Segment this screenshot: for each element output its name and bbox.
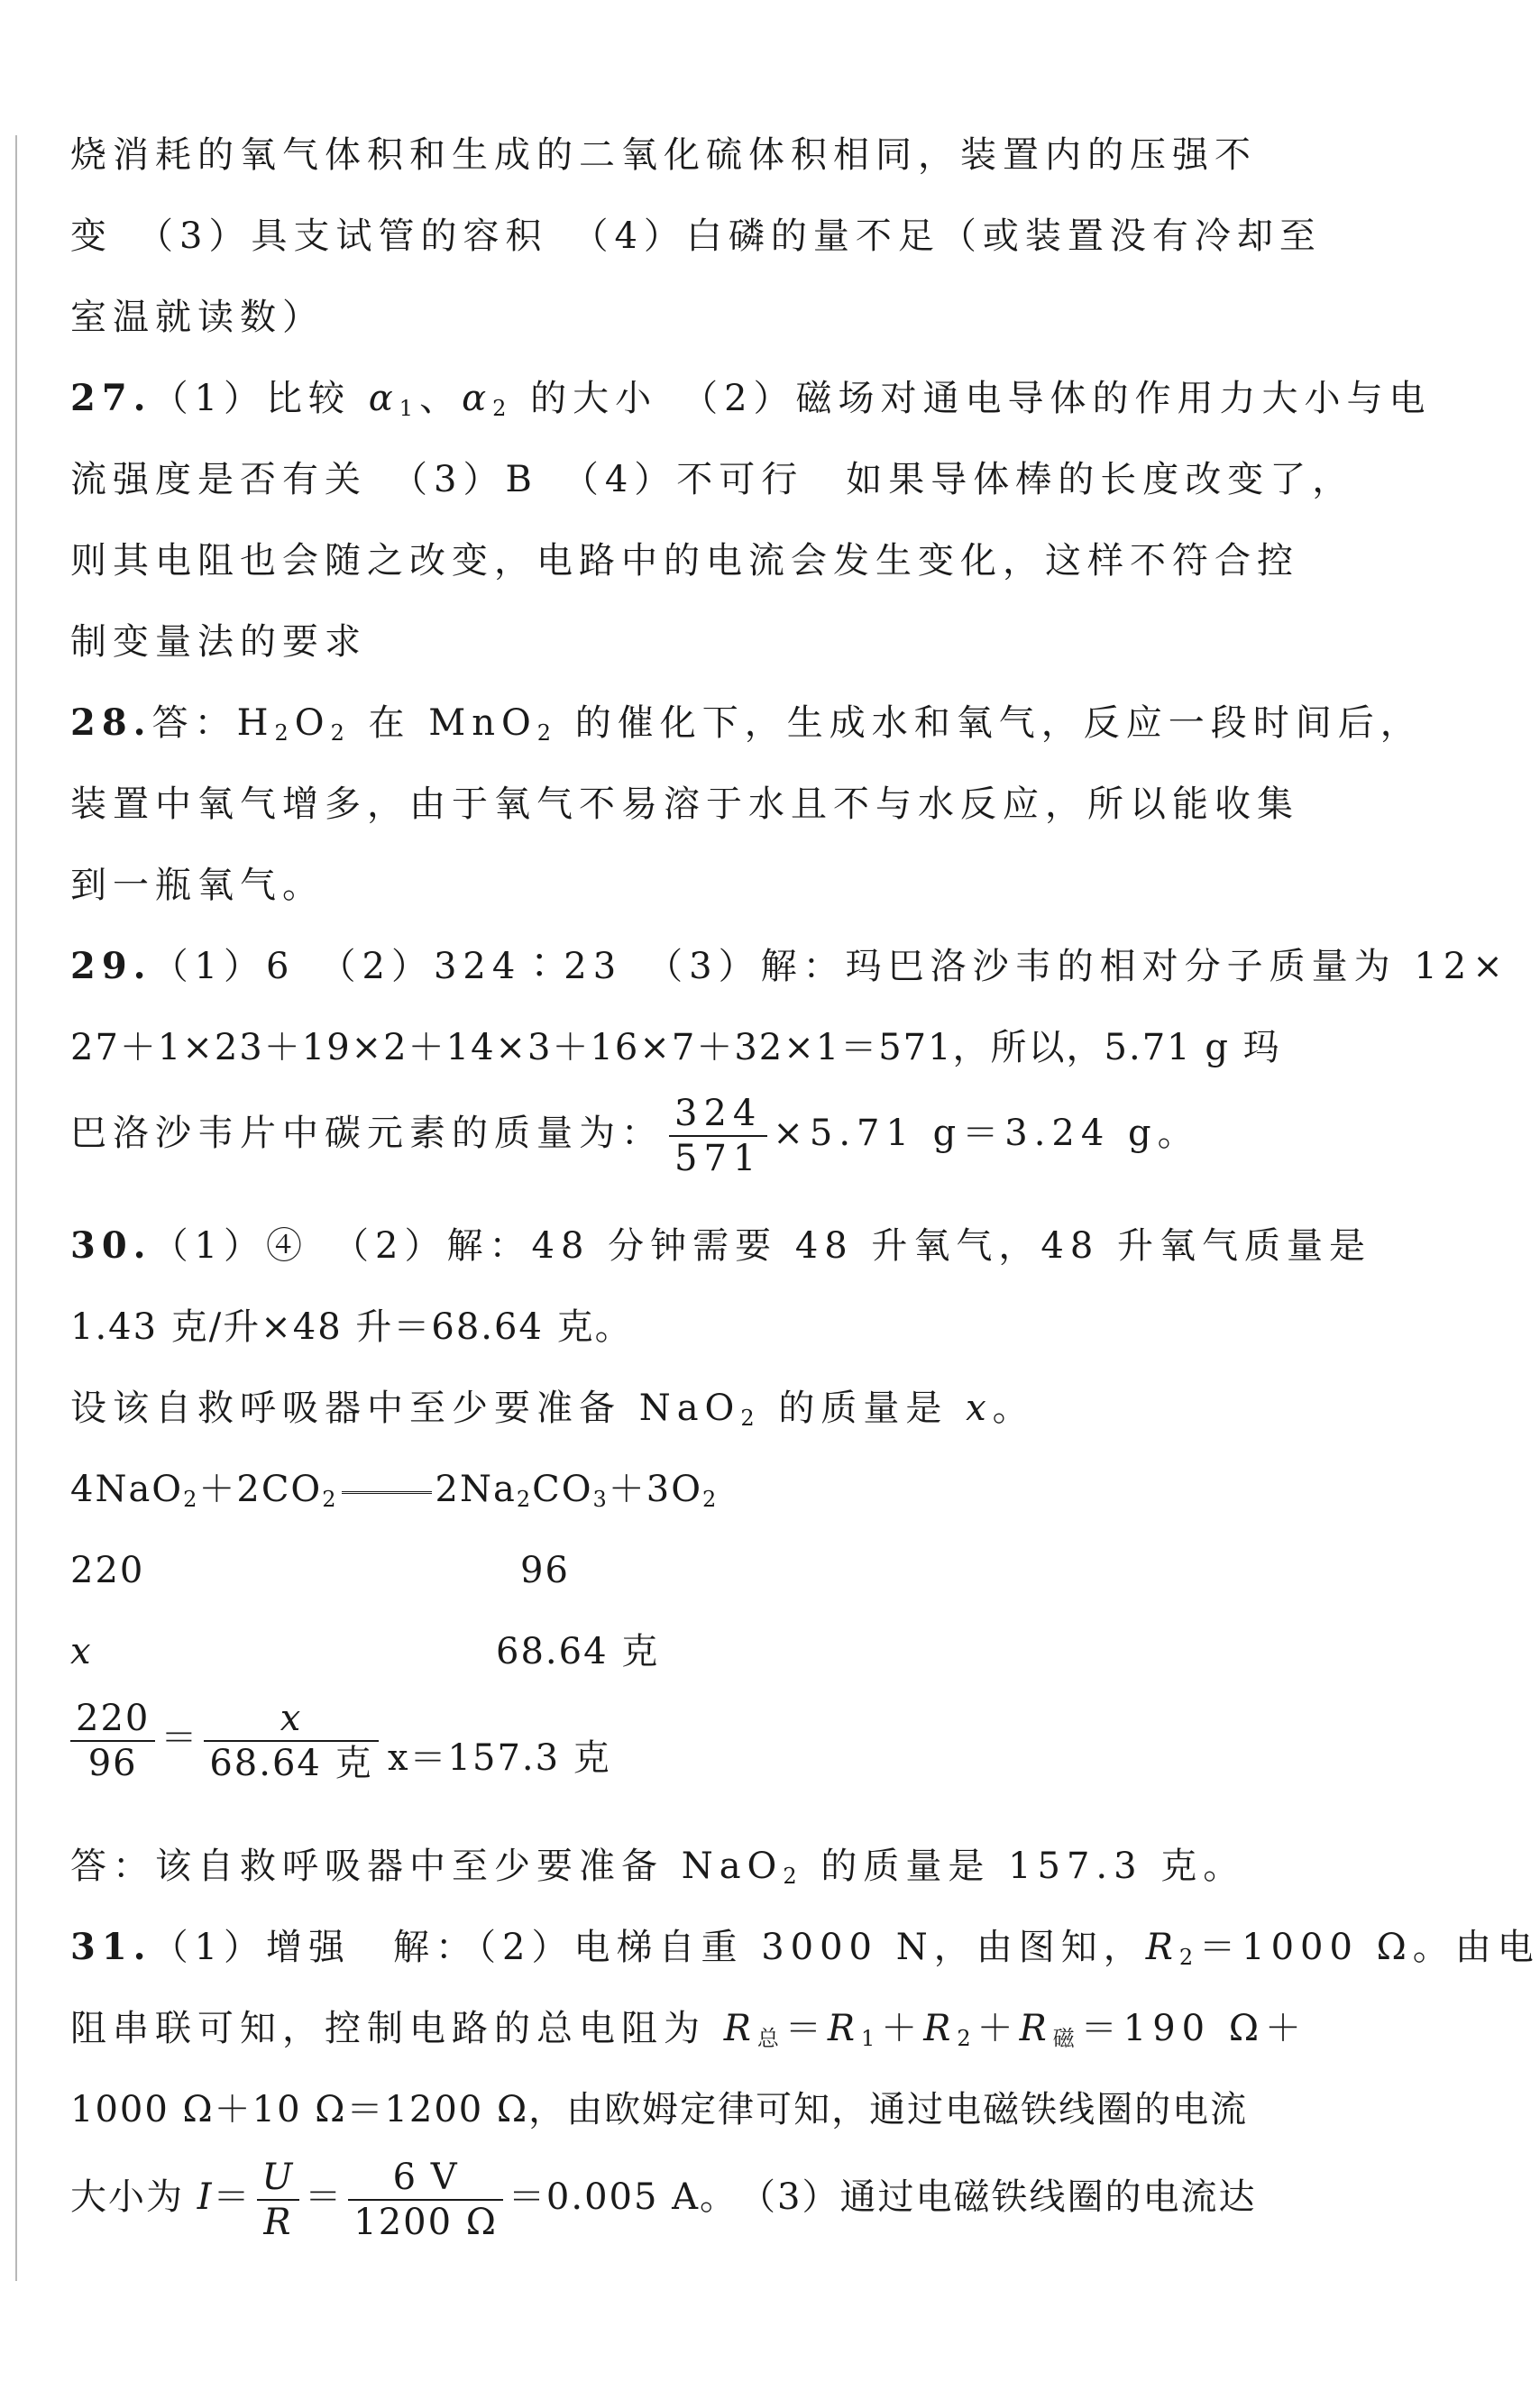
proportion-result [388, 1737, 611, 1779]
fraction [257, 2157, 300, 2243]
text: 室温就读数） [70, 297, 325, 338]
text-line-9 [70, 783, 1299, 825]
text: 的质量是 [760, 1388, 967, 1429]
text-line-23 [70, 2008, 1308, 2051]
question-29 [70, 945, 1509, 987]
denominator: 1200 Ω [353, 2202, 498, 2243]
text: 1.43 克/升×48 升＝68.64 克。 [70, 1306, 633, 1348]
answer-30 [70, 1848, 1245, 1887]
mass-6864 [496, 1631, 660, 1672]
symbol-r: R [1145, 1927, 1179, 1968]
denominator: 571 [674, 1138, 763, 1179]
text: 4NaO [70, 1469, 184, 1510]
symbol-r: R [923, 2008, 958, 2049]
text-line-15 [70, 1306, 633, 1348]
text-line-10 [70, 865, 325, 906]
text: 烧消耗的氧气体积和生成的二氧化硫体积相同，装置内的压强不 [70, 134, 1257, 176]
text: 2Na [435, 1469, 517, 1510]
subscript: 2 [516, 1487, 533, 1512]
text: 答：H [151, 702, 275, 744]
subscript: 3 [592, 1487, 609, 1512]
text-line-1 [70, 134, 1257, 176]
text-line-16 [70, 1390, 1035, 1429]
alpha-symbol: α [462, 378, 493, 419]
numerator: 6 V [348, 2159, 503, 2201]
text: 1000 Ω＋10 Ω＝1200 Ω，由欧姆定律可知，通过电磁铁线圈的电流 [70, 2089, 1249, 2130]
subscript: 2 [1178, 1945, 1200, 1970]
subscript: 2 [957, 2026, 977, 2051]
text: 27＋1×23＋19×2＋14×3＋16×7＋32×1＝571，所以，5.71 g 玛 [70, 1027, 1281, 1068]
denominator: 96 [87, 1743, 138, 1784]
text: 流强度是否有关 （3）B （4）不可行 如果导体棒的长度改变了， [70, 459, 1355, 500]
text: O [294, 702, 331, 744]
fraction [348, 2157, 503, 2243]
mass-row-2 [70, 1631, 93, 1672]
text: 制变量法的要求 [70, 621, 367, 663]
alpha-symbol: α [368, 378, 399, 419]
symbol-r: R [723, 2008, 757, 2049]
question-number: 31. [70, 1926, 152, 1968]
subscript: 2 [183, 1487, 199, 1512]
text-line-6 [70, 540, 1299, 582]
text-line-7 [70, 621, 367, 663]
text: （1）6 （2）324∶23 （3）解：玛巴洛沙韦的相对分子质量为 12× [151, 946, 1509, 987]
question-number: 30. [70, 1224, 152, 1267]
subscript: 2 [322, 1487, 338, 1512]
fraction [669, 1095, 767, 1177]
text: 答：该自救呼吸器中至少要准备 NaO [70, 1846, 784, 1887]
question-number: 28. [70, 701, 152, 744]
text: 96 [520, 1550, 570, 1591]
text: ×5.71 g＝3.24 g。 [773, 1113, 1200, 1154]
numerator: x [204, 1700, 378, 1742]
text: 在 MnO [350, 702, 537, 744]
subscript: 2 [783, 1864, 803, 1889]
mass-96 [520, 1550, 570, 1591]
fraction [70, 1700, 155, 1782]
text: 220 [70, 1550, 145, 1591]
text: 变 （3）具支试管的容积 （4）白磷的量不足（或装置没有冷却至 [70, 215, 1322, 257]
text: 则其电阻也会随之改变，电路中的电流会发生变化，这样不符合控 [70, 540, 1299, 582]
text: 的催化下，生成水和氧气，反应一段时间后， [557, 702, 1423, 744]
text: 。 [992, 1388, 1035, 1429]
subscript: 总 [756, 2026, 785, 2051]
symbol-i: I [197, 2176, 214, 2218]
text-line-2 [70, 215, 1322, 257]
text: 到一瓶氧气。 [70, 865, 325, 906]
proportion [65, 1700, 384, 1782]
text: ＝ [784, 2008, 828, 2049]
text: ＝ [213, 2176, 252, 2218]
text: 大小为 [70, 2176, 197, 2218]
text-line-5 [70, 459, 1355, 500]
text: ＝1000 Ω。由电 [1199, 1927, 1540, 1968]
subscript: 2 [702, 1487, 719, 1512]
variable-x: x [966, 1388, 993, 1429]
text: 巴洛沙韦片中碳元素的质量为： [70, 1113, 664, 1154]
question-number: 29. [70, 945, 152, 987]
numerator: U [257, 2159, 300, 2201]
text: ＝0.005 A。 （3）通过电磁铁线圈的电流达 [508, 2176, 1257, 2218]
subscript: 2 [740, 1406, 761, 1431]
question-number: 27. [70, 377, 152, 419]
numerator: 324 [669, 1095, 767, 1137]
text: （1）比较 [151, 378, 369, 419]
denominator: R [263, 2202, 293, 2243]
text: ＋ [881, 2008, 924, 2049]
symbol-r: R [827, 2008, 861, 2049]
text: 的大小 （2）磁场对通电导体的作用力大小与电 [512, 378, 1432, 419]
text: ＋2CO [198, 1469, 323, 1510]
text: 装置中氧气增多，由于氧气不易溶于水且不与水反应，所以能收集 [70, 783, 1299, 825]
chemical-equation [70, 1471, 718, 1510]
symbol-r: R [1019, 2008, 1053, 2049]
subscript: 磁 [1052, 2026, 1081, 2051]
subscript: 2 [330, 720, 351, 746]
text: ＝ [305, 2176, 344, 2218]
text: （1）④ （2）解：48 分钟需要 48 升氧气，48 升氧气质量是 [151, 1225, 1372, 1267]
text: 68.64 克 [496, 1631, 660, 1672]
text: 、 [419, 378, 463, 419]
subscript: 2 [536, 720, 558, 746]
text: ＋ [976, 2008, 1020, 2049]
text: 的质量是 157.3 克。 [802, 1846, 1246, 1887]
text-line-13 [70, 1095, 1200, 1177]
question-28 [70, 701, 1423, 746]
text-line-3 [70, 297, 325, 338]
subscript: 1 [399, 396, 420, 421]
margin-rule [15, 135, 17, 2281]
text: ＝190 Ω＋ [1080, 2008, 1308, 2049]
text: x＝157.3 克 [388, 1737, 611, 1779]
question-31 [70, 1926, 1540, 1970]
fraction [204, 1700, 378, 1782]
text: ＝ [160, 1718, 199, 1759]
numerator: 220 [70, 1700, 155, 1742]
subscript: 2 [492, 396, 513, 421]
text: 阻串联可知，控制电路的总电阻为 [70, 2008, 724, 2049]
text: 设该自救呼吸器中至少要准备 NaO [70, 1388, 741, 1429]
mass-row-1 [70, 1550, 145, 1591]
denominator: 68.64 克 [209, 1743, 373, 1784]
subscript: 1 [860, 2026, 882, 2051]
text-line-12 [70, 1027, 1281, 1068]
question-27 [70, 377, 1432, 421]
variable-x: x [70, 1631, 93, 1672]
text-line-25 [70, 2157, 1257, 2243]
text: CO [532, 1469, 593, 1510]
text: ＋3O [608, 1469, 703, 1510]
equals-sign [342, 1491, 432, 1494]
question-30 [70, 1224, 1372, 1267]
text: （1）增强 解：（2）电梯自重 3000 N，由图知， [151, 1927, 1146, 1968]
text-line-24 [70, 2089, 1249, 2130]
subscript: 2 [274, 720, 295, 746]
